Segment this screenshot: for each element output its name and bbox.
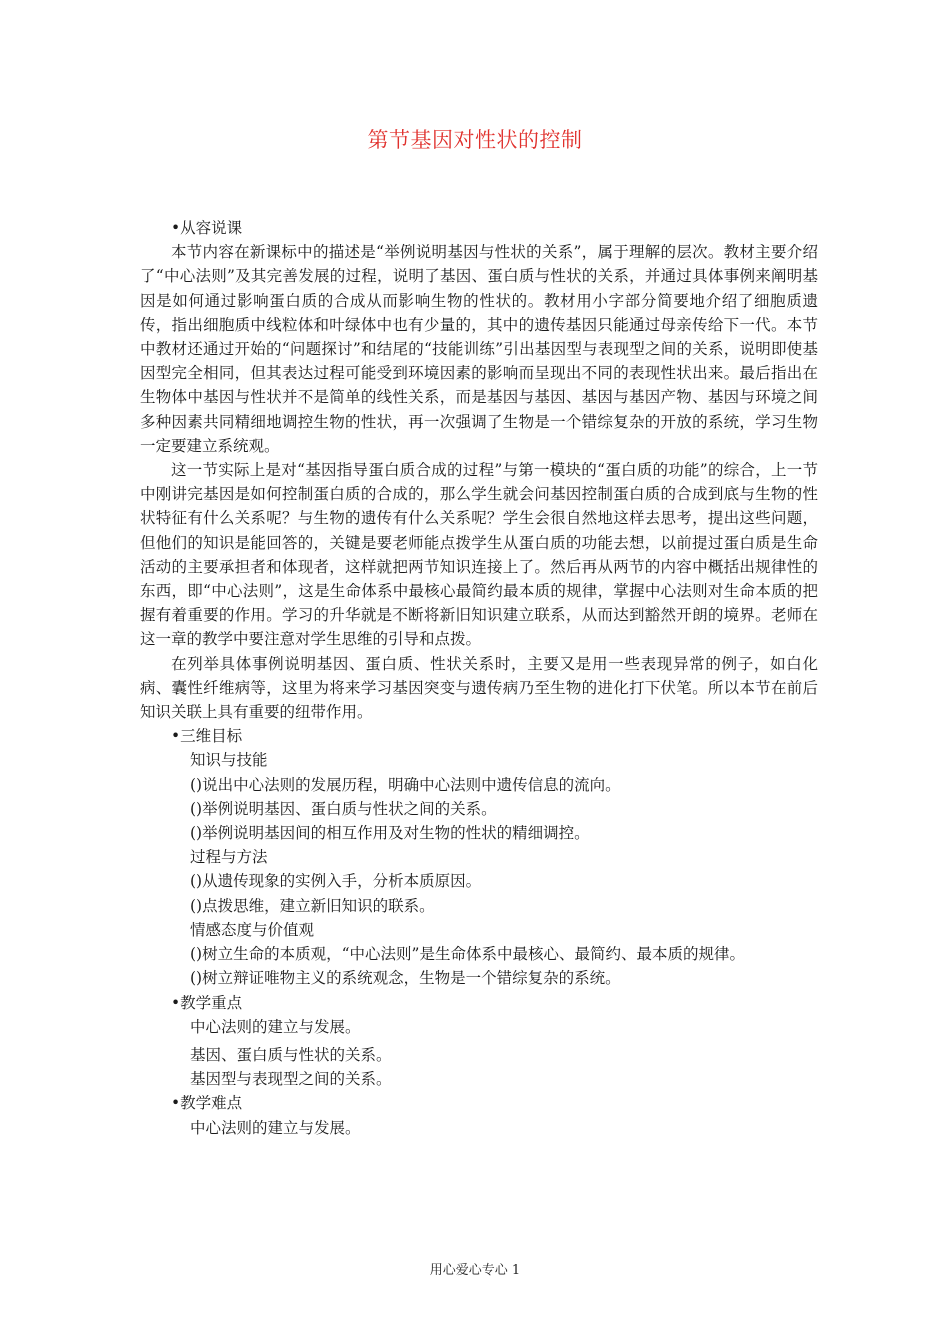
section-heading-difficulties: •教学难点 (171, 1094, 243, 1113)
section-heading-intro: •从容说课 (171, 219, 243, 237)
page-footer: 用心爱心专心 1 (429, 1263, 521, 1278)
section-heading-key-points: •教学重点 (171, 993, 243, 1012)
difficulty-item: 中心法则的建立与发展。 (190, 1118, 361, 1137)
goal-item: ()树立生命的本质观，“中心法则”是生命体系中最核心、最简约、最本质的规律。 (190, 945, 745, 964)
key-point-item: 基因、蛋白质与性状的关系。 (190, 1045, 392, 1064)
document-body (140, 216, 818, 1140)
goal-item: ()举例说明基因、蛋白质与性状之间的关系。 (190, 799, 497, 818)
goal-label-process: 过程与方法 (190, 848, 268, 867)
intro-paragraph-2: 这一节实际上是对“基因指导蛋白质合成的过程”与第一模块的“蛋白质的功能”的综合，上一节中刚讲完基因是如何控制蛋白质的合成的，那么学生就会问基因控制蛋白质的合成到底与生物的性状特征有什么关系呢？与生物的遗传有什么关系呢？学生会很自然地这样去思考，提出这些问题，但他们的知识是能回答的，关键是要老师能点拨学生从蛋白质的功能去想，以前提过蛋白质是生命活动的主要承担者和体现者，这样就把两节知识连接上了。然后再从两节的内容中概括出规律性的东西，即“中心法则”，这是生命体系中最核心最简约最本质的规律，掌握中心法则对生命本质的把握有着重要的作用。学习的升华就是不断将新旧知识建立联系，从而达到豁然开朗的境界。老师在这一章的教学中要注意对学生思维的引导和点拨。 (140, 461, 818, 649)
goal-item: ()举例说明基因间的相互作用及对生物的性状的精细调控。 (190, 824, 590, 843)
goal-label-attitude: 情感态度与价值观 (190, 920, 315, 939)
goal-item: ()说出中心法则的发展历程，明确中心法则中遗传信息的流向。 (190, 775, 621, 794)
goal-item: ()点拨思维，建立新旧知识的联系。 (190, 896, 435, 915)
intro-paragraph-3: 在列举具体事例说明基因、蛋白质、性状关系时，主要又是用一些表现异常的例子，如白化病、囊性纤维病等，这里为将来学习基因突变与遗传病乃至生物的进化打下伏笔。所以本节在前后知识关联上具有重要的纽带作用。 (140, 654, 818, 722)
intro-paragraph-1: 本节内容在新课标中的描述是“举例说明基因与性状的关系”，属于理解的层次。教材主要介绍了“中心法则”及其完善发展的过程，说明了基因、蛋白质与性状的关系，并通过具体事例来阐明基因是如何通过影响蛋白质的合成从而影响生物的性状的。教材用小字部分简要地介绍了细胞质遗传，指出细胞质中线粒体和叶绿体中也有少量的，其中的遗传基因只能通过母亲传给下一代。本节中教材还通过开始的“问题探讨”和结尾的“技能训练”引出基因型与表现型之间的关系，说明即使基因型完全相同，但其表达过程可能受到环境因素的影响而呈现出不同的表现性状出来。最后指出在生物体中基因与性状并不是简单的线性关系，而是基因与基因、基因与基因产物、基因与环境之间多种因素共同精细地调控生物的性状，再一次强调了生物是一个错综复杂的开放的系统，学习生物一定要建立系统观。 (140, 243, 818, 455)
goal-item: ()从遗传现象的实例入手，分析本质原因。 (190, 872, 482, 891)
document-title: 第节基因对性状的控制 (367, 128, 583, 152)
goal-item: ()树立辩证唯物主义的系统观念，生物是一个错综复杂的系统。 (190, 969, 621, 988)
key-point-item: 中心法则的建立与发展。 (190, 1017, 361, 1036)
goal-label-knowledge: 知识与技能 (190, 751, 268, 770)
key-point-item: 基因型与表现型之间的关系。 (190, 1070, 392, 1089)
section-heading-goals: •三维目标 (171, 727, 243, 746)
